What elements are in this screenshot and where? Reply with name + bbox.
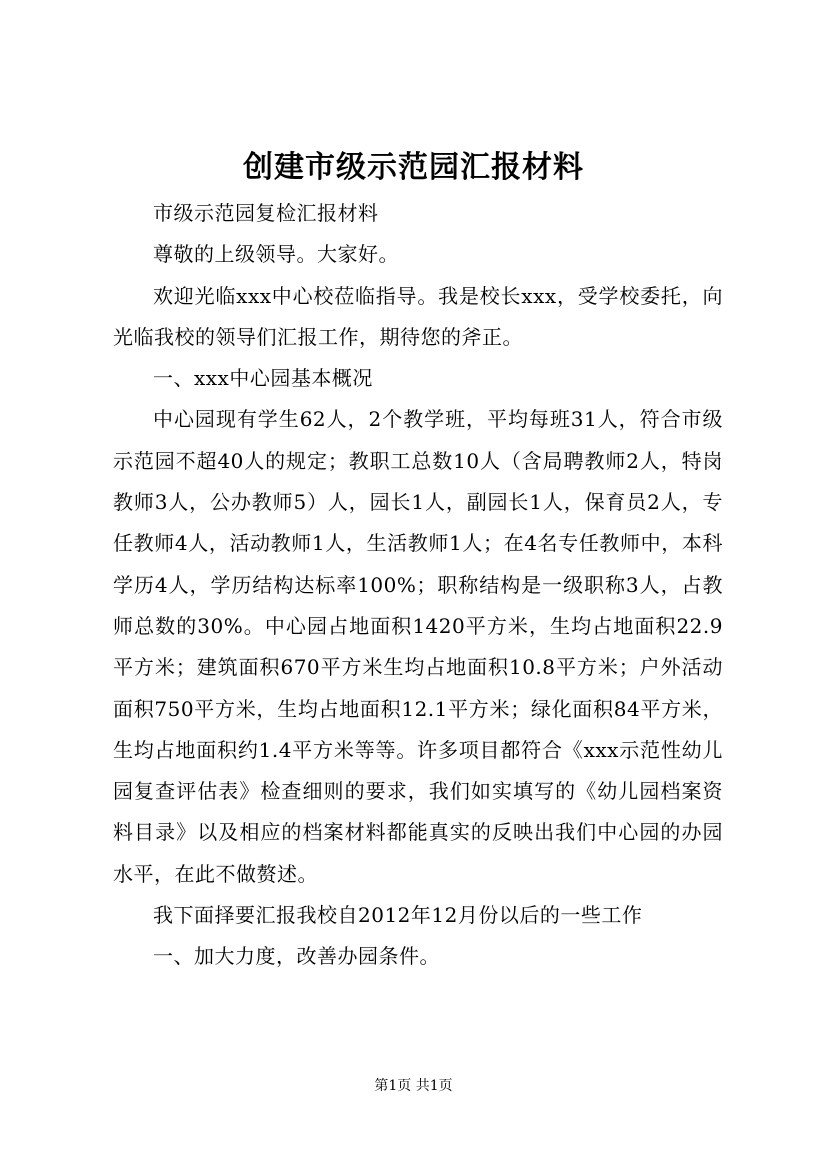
paragraph-welcome: 欢迎光临xxx中心校莅临指导。我是校长xxx，受学校委托，向光临我校的领导们汇报工作，期待您的斧正。	[113, 283, 723, 349]
section-heading-conditions: 一、加大力度，改善办园条件。	[153, 944, 440, 969]
document-body	[113, 193, 723, 978]
paragraph-greeting: 尊敬的上级领导。大家好。	[153, 242, 399, 267]
section-heading-overview: 一、xxx中心园基本概况	[153, 366, 373, 391]
paragraph-intro-work: 我下面择要汇报我校自2012年12月份以后的一些工作	[153, 903, 643, 928]
paragraph-subtitle: 市级示范园复检汇报材料	[153, 201, 379, 225]
page-footer: 第1页 共1页	[374, 1078, 453, 1094]
paragraph-overview: 中心园现有学生62人，2个教学班，平均每班31人，符合市级示范园不超40人的规定；教职工总数10人（含局聘教师2人，特岗教师3人，公办教师5）人，园长1人，副园长1人，保育员2人，专任教师4人，活动教师1人，生活教师1人；在4名专任教师中，本科学历4人，学历结构达标率100%；职称结构是一级职称3人，占教师总数的30%。中心园占地面积1420平方米，生均占地面积22.9平方米；建筑面积670平方米生均占地面积10.8平方米；户外活动面积750平方米，生均占地面积12.1平方米；绿化面积84平方米，生均占地面积约1.4平方米等等。许多项目都符合《xxx示范性幼儿园复查评估表》检查细则的要求，我们如实填写的《幼儿园档案资料目录》以及相应的档案材料都能真实的反映出我们中心园的办园水平，在此不做赘述。	[113, 407, 723, 886]
document-title: 创建市级示范园汇报材料	[243, 150, 584, 185]
